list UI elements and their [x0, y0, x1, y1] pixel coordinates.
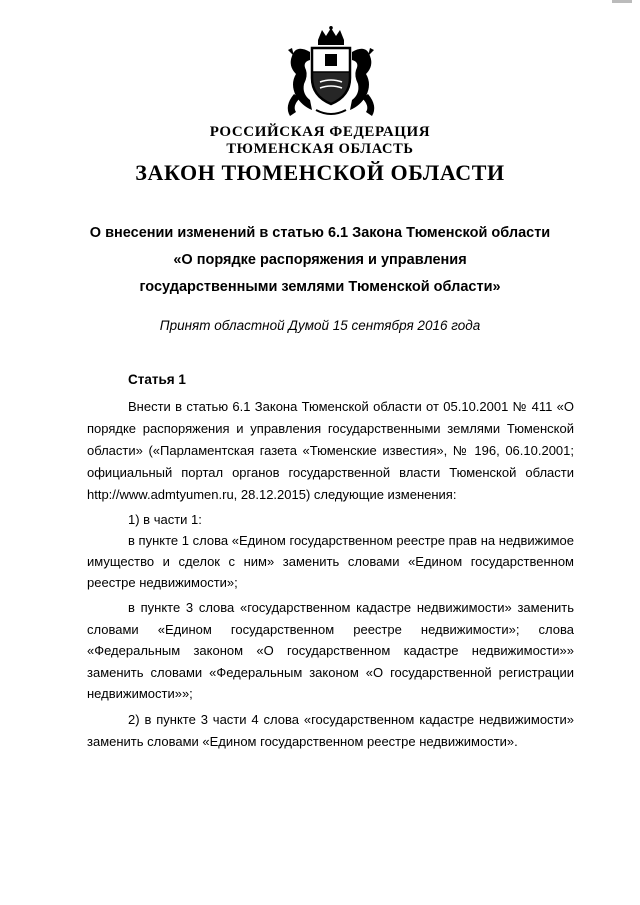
item-1-heading: [87, 509, 574, 531]
tyumen-coat-of-arms-icon: [276, 26, 386, 118]
law-title: ЗАКОН ТЮМЕНСКОЙ ОБЛАСТИ: [135, 160, 505, 185]
law-name: [0, 220, 640, 301]
item-1-point-1: [87, 530, 574, 593]
region-heading: ТЮМЕНСКАЯ ОБЛАСТЬ: [226, 141, 414, 157]
item-2-text: 2) в пункте 3 части 4 слова «государственном кадастре недвижимости» заменить словами «Едином государственном реестре недвижимости».: [87, 712, 574, 749]
scan-mark: [612, 0, 632, 3]
country-heading: РОССИЙСКАЯ ФЕДЕРАЦИЯ: [209, 124, 431, 140]
item-1-point-3-text: в пункте 3 слова «государственном кадастре недвижимости» заменить словами «Едином государственном реестре недвижимости»; слова «Федеральным законом «О государственном кадастре недвижимости»» заменить словами «Федеральным законом «О государственной регистрации недвижимости»»;: [87, 600, 574, 701]
item-1-text: 1) в части 1:: [128, 512, 202, 527]
item-1-point-1-text: в пункте 1 слова «Едином государственном реестре прав на недвижимое имущество и сделок с ним» заменить словами «Едином государственном реестре недвижимости»;: [87, 533, 574, 590]
article-intro: [87, 396, 574, 506]
item-2: [87, 709, 574, 753]
adoption-note: Принят областной Думой 15 сентября 2016 года: [159, 318, 481, 333]
law-name-line-3: государственными землями Тюменской области»: [139, 279, 501, 295]
article-intro-text: Внести в статью 6.1 Закона Тюменской области от 05.10.2001 № 411 «О порядке распоряжения и управления государственными землями Тюменской области» («Парламентская газета «Тюменские известия», № 196, 06.10.2001; официальный портал органов государственной власти Тюменской области http://www.admtyumen.ru, 28.12.2015) следующие изменения:: [87, 399, 574, 502]
item-1-point-3: [87, 597, 574, 705]
law-name-line-1: О внесении изменений в статью 6.1 Закона Тюменской области: [89, 225, 551, 241]
law-name-line-2: «О порядке распоряжения и управления: [173, 252, 467, 268]
article-heading: Статья 1: [128, 372, 186, 387]
